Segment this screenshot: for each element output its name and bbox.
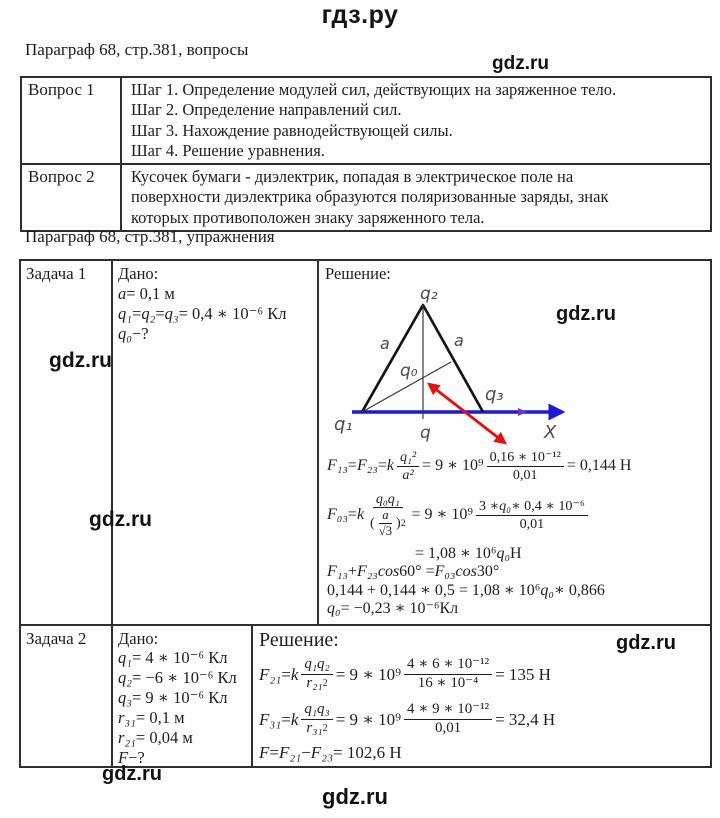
- task2-formulas: [259, 652, 704, 764]
- math-text: q₀: [496, 544, 511, 562]
- question-1-label: Вопрос 1: [22, 78, 122, 163]
- math-text: r₂₁: [118, 728, 136, 748]
- math-text: q₀: [540, 581, 554, 599]
- fraction: [487, 449, 564, 483]
- math-text: =: [377, 457, 387, 474]
- question-2-label: Вопрос 2: [22, 165, 122, 230]
- math-text: = 9 ∗ 10⁹: [411, 506, 473, 523]
- math-text: q₀: [499, 497, 512, 514]
- math-text: q₁: [118, 648, 132, 668]
- math-text: −?: [132, 324, 149, 343]
- math-text: F₀₃cos: [434, 563, 477, 581]
- math-text: ∗ 0,4 ∗ 10⁻⁶: [511, 497, 585, 514]
- math-text: ): [396, 515, 401, 532]
- task2-given-lines: [118, 648, 246, 768]
- math-text: = 0,1 м: [135, 708, 185, 728]
- math-text: F₁₃: [327, 563, 348, 581]
- math-text: +: [347, 563, 357, 581]
- label-q0: q₀: [400, 361, 418, 381]
- watermark-given: gdz.ru: [89, 508, 152, 531]
- fraction: q₁q₃ r₃₁ 2: [301, 701, 332, 737]
- formula-line: [118, 648, 246, 668]
- text-line: Шаг 3. Нахождение равнодействующей силы.: [131, 120, 453, 140]
- math-text: 60° =: [399, 563, 435, 581]
- math-text: −: [301, 743, 311, 762]
- math-text: 3 ∗: [479, 497, 500, 514]
- math-text: 0,01: [434, 720, 462, 736]
- math-text: = 1,08 ∗ 10⁶: [415, 544, 497, 562]
- formula-line: [118, 728, 246, 748]
- math-text: ∗ 0,866: [553, 581, 605, 599]
- math-text: 16 ∗ 10⁻⁴: [417, 675, 479, 691]
- heading-exercises: Параграф 68, стр.381, упражнения: [25, 227, 275, 246]
- math-text: 0,16 ∗ 10⁻¹²: [489, 448, 561, 465]
- math-text: =: [347, 506, 357, 523]
- formula-f13: [327, 446, 707, 486]
- math-text: q₁q₃: [304, 701, 330, 718]
- math-text: r₃₁: [118, 708, 136, 728]
- text-line: Кусочек бумаги - диэлектрик, попадая в электрическое поле на: [131, 167, 574, 187]
- math-text: √3: [378, 524, 393, 539]
- heading-questions: Параграф 68, стр.381, вопросы: [25, 40, 249, 59]
- math-text: a: [382, 508, 389, 523]
- math-text: q₀: [118, 324, 132, 343]
- label-a-left: a: [380, 334, 390, 353]
- math-text: =: [132, 304, 142, 323]
- page-title: гдз.ру: [321, 1, 399, 29]
- math-text: q₃: [118, 688, 132, 708]
- formula-numeric: [327, 582, 707, 601]
- formula-line: [118, 284, 312, 304]
- formula-f31: [259, 697, 704, 742]
- math-text: = 9 ∗ 10⁹: [335, 664, 402, 684]
- math-text: = 9 ∗ 10⁻⁶ Кл: [132, 688, 228, 708]
- math-text: q₂: [141, 304, 156, 323]
- math-text: r₂₁: [306, 675, 323, 691]
- question-row-2: [22, 163, 710, 230]
- task1-formulas: [327, 446, 707, 619]
- formula-balance: [327, 563, 707, 582]
- label-x-axis: X: [544, 422, 557, 443]
- task1-label: Задача 1: [21, 261, 113, 624]
- math-text: q₁²: [399, 448, 417, 465]
- math-text: F₂₃: [310, 743, 334, 762]
- label-q3: q₃: [485, 384, 504, 405]
- math-text: = −0,23 ∗ 10⁻⁶Кл: [340, 600, 459, 618]
- question-2-answer: [122, 165, 710, 230]
- force-diagram: [330, 272, 580, 458]
- math-text: = 135 Н: [495, 664, 551, 684]
- fraction: q₁q₂ r₂₁ 2: [301, 656, 332, 692]
- formula-line: [118, 324, 312, 344]
- math-text: 0,01: [519, 515, 545, 532]
- formula-line: [118, 708, 246, 728]
- text-line: Шаг 1. Определение модулей сил, действующих на заряженное тело.: [131, 80, 617, 99]
- fraction: [404, 656, 492, 692]
- watermark-top: gdz.ru: [492, 53, 549, 74]
- math-text: =: [347, 457, 357, 474]
- math-text: r₃₁: [306, 720, 323, 736]
- formula-f21: [259, 652, 704, 697]
- math-text: q₁: [118, 304, 132, 323]
- math-text: = 0,1 м: [126, 284, 175, 303]
- question-1-answer: [122, 78, 710, 163]
- math-text: k: [290, 709, 299, 729]
- math-text: 0,01: [512, 466, 538, 483]
- formula-f-total: [259, 742, 704, 764]
- formula-line: [118, 304, 312, 324]
- label-q2: q₂: [420, 284, 438, 304]
- math-text: F₁₃: [327, 457, 348, 474]
- label-q-base: q: [420, 423, 431, 443]
- math-text: =: [281, 709, 291, 729]
- fraction: [376, 508, 395, 539]
- fraction: [404, 701, 492, 737]
- task1-given-title: Дано:: [118, 264, 159, 283]
- math-text: a²: [402, 466, 414, 483]
- task1-given-cell: [113, 261, 319, 624]
- watermark-bottom-left: gdz.ru: [102, 763, 162, 785]
- question-row-1: [22, 78, 710, 163]
- text-line: которых противоположен знаку заряженного тела.: [131, 207, 485, 227]
- label-a-right: a: [454, 331, 464, 350]
- label-q1: q₁: [334, 414, 353, 435]
- text-line: поверхности диэлектрика образуются поляризованные заряды, знак: [131, 187, 609, 207]
- text-line: Шаг 4. Решение уравнения.: [131, 140, 325, 160]
- math-text: = 32,4 Н: [495, 709, 556, 729]
- watermark-bottom-center: gdz.ru: [322, 784, 388, 809]
- math-text: 0,144 + 0,144 ∗ 0,5 = 1,08 ∗ 10⁶: [327, 581, 541, 599]
- math-text: F₂₃: [356, 457, 378, 474]
- math-text: (: [370, 515, 375, 532]
- math-text: =: [155, 304, 165, 323]
- math-text: =: [281, 664, 291, 684]
- watermark-task2: gdz.ru: [616, 632, 676, 654]
- text-line: Шаг 2. Определение направлений сил.: [131, 100, 402, 120]
- questions-table: [20, 76, 712, 232]
- math-text: k: [356, 506, 365, 523]
- axis-mid-arrowhead: [518, 408, 527, 416]
- math-text: = 9 ∗ 10⁹: [422, 457, 484, 474]
- math-text: = 102,6 Н: [333, 743, 402, 762]
- task2-label: Задача 2: [21, 626, 113, 766]
- formula-q0-result: [327, 600, 707, 619]
- math-text: q₀: [327, 600, 341, 618]
- math-text: F₂₃cos: [356, 563, 400, 581]
- math-text: F₂₁: [259, 664, 282, 684]
- math-text: 30°: [476, 563, 500, 581]
- formula-line: [118, 668, 246, 688]
- math-text: F: [118, 748, 129, 768]
- math-text: = 4 ∗ 10⁻⁶ Кл: [132, 648, 228, 668]
- math-text: F₃₁: [259, 709, 282, 729]
- math-text: q₃: [164, 304, 179, 323]
- math-text: = 0,4 ∗ 10⁻⁶ Кл: [178, 304, 287, 323]
- math-text: −?: [128, 748, 145, 768]
- fraction: [476, 498, 588, 532]
- formula-f03: [327, 486, 707, 544]
- math-text: = 9 ∗ 10⁹: [335, 709, 402, 729]
- math-text: F₂₁: [278, 743, 302, 762]
- math-text: F₀₃: [327, 506, 348, 523]
- watermark-diagram: gdz.ru: [556, 303, 616, 325]
- fraction: [397, 449, 419, 483]
- math-text: Н: [510, 544, 522, 562]
- task2-given-title: Дано:: [118, 629, 159, 648]
- task1-solution-title: Решение:: [325, 264, 391, 283]
- math-text: = 0,144 Н: [566, 457, 632, 474]
- math-text: k: [386, 457, 394, 474]
- formula-f03-result: [327, 544, 707, 563]
- math-text: k: [290, 664, 299, 684]
- formula-line: [118, 688, 246, 708]
- math-text: 4 ∗ 9 ∗ 10⁻¹²: [407, 701, 490, 718]
- math-text: F: [259, 743, 270, 762]
- math-text: q₁q₂: [304, 656, 330, 673]
- math-text: =: [269, 743, 279, 762]
- math-text: q₂: [118, 668, 132, 688]
- math-text: = 0,04 м: [135, 728, 193, 748]
- math-text: = −6 ∗ 10⁻⁶ Кл: [132, 668, 237, 688]
- task2-given-cell: [113, 626, 253, 766]
- task1-given-lines: [118, 284, 312, 344]
- math-text: a: [118, 284, 127, 303]
- math-text: 4 ∗ 6 ∗ 10⁻¹²: [407, 656, 490, 673]
- task2-solution-title: Решение:: [259, 629, 339, 651]
- task2-row: [21, 624, 710, 766]
- watermark-task1-label: gdz.ru: [49, 349, 112, 372]
- fraction: q₀q₁ ( $\frac{a}{√3}$ ) 2: [370, 490, 406, 539]
- math-text: q₀q₁: [375, 490, 400, 507]
